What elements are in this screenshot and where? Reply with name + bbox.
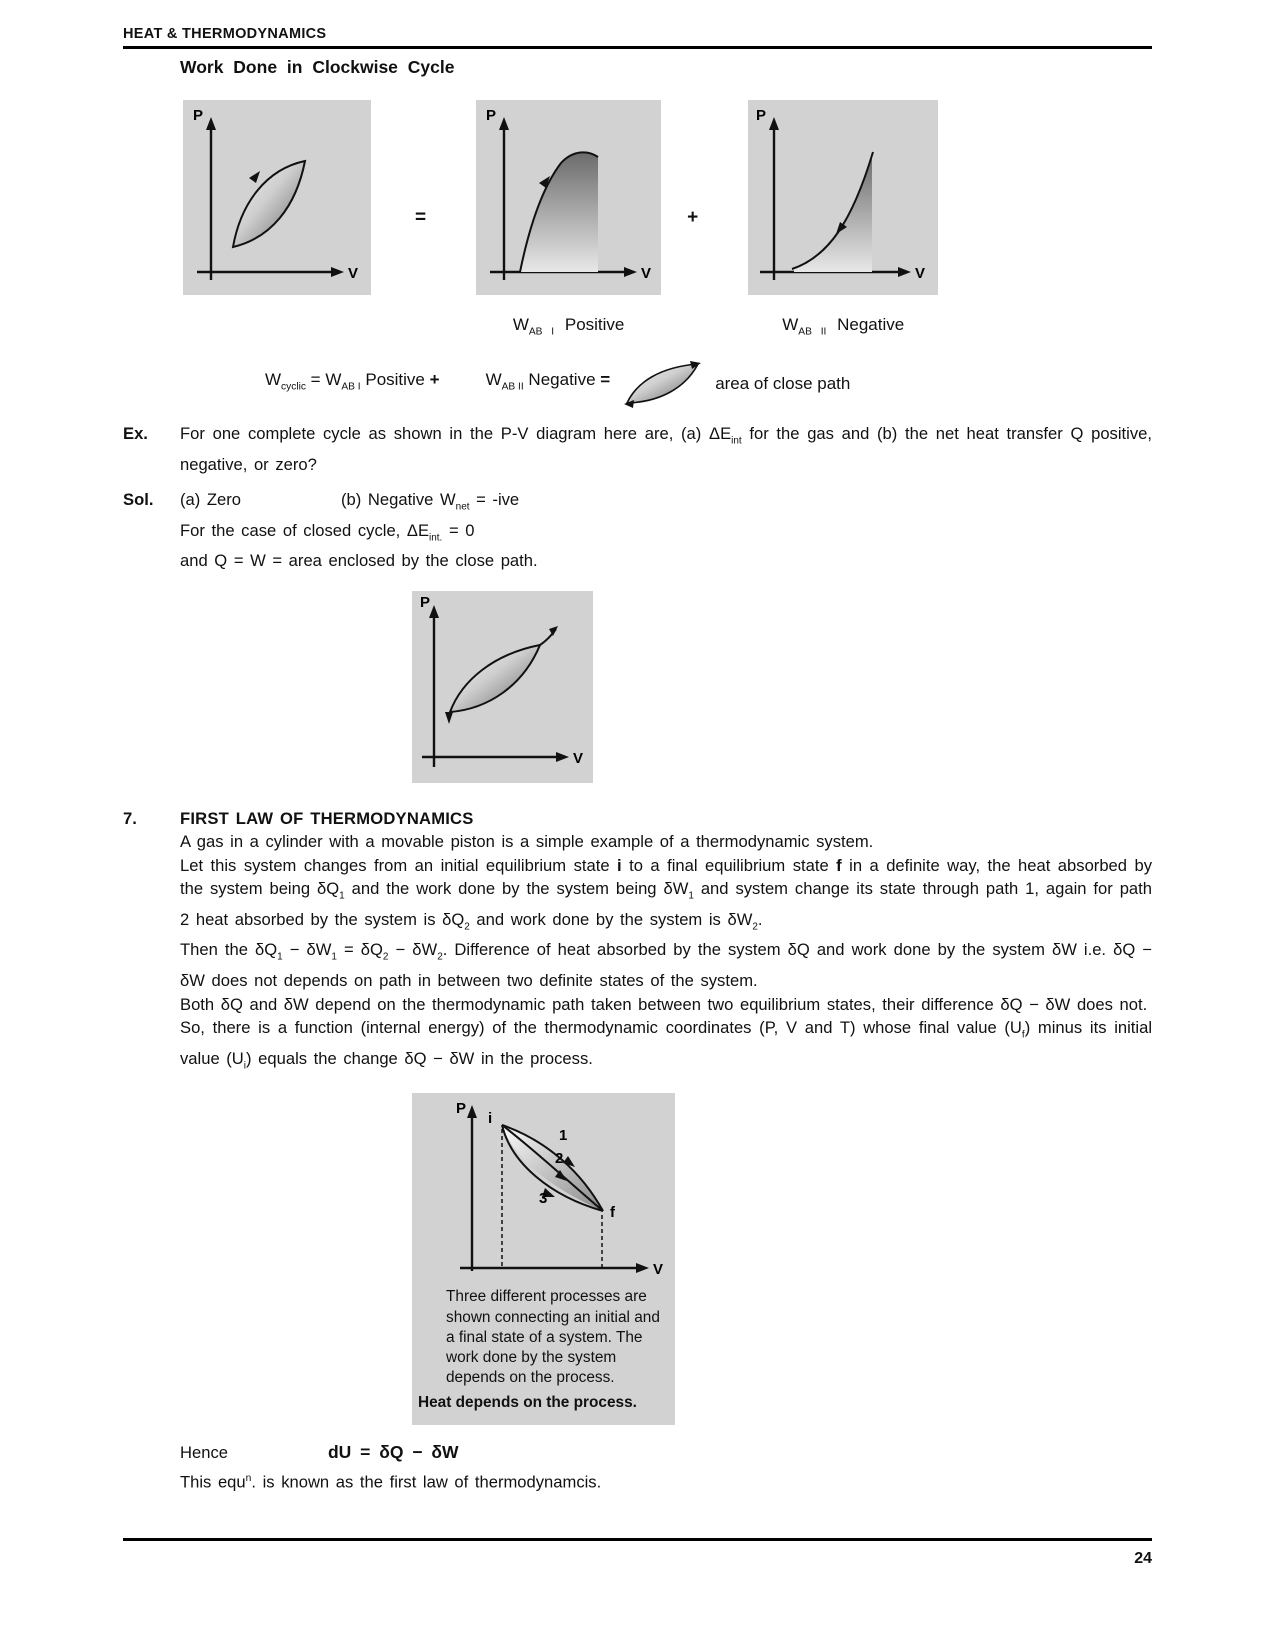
- figure-caption: Three different processes are shown connecting an initial and a final state of a system. The work done by the system depends on the process.: [446, 1288, 660, 1387]
- closing-line: This equ$^n$. is known as the first law of thermodynamcis.: [180, 1472, 602, 1492]
- section-7-heading-row: [123, 807, 1152, 830]
- solution-text: [180, 488, 1152, 573]
- work-ab2-label: $W_{AB II}$ Negative: [782, 315, 905, 338]
- pv-diagram-negative-work-svg: [748, 100, 938, 295]
- paragraph-2: Let this system changes from an initial equilibrium state i to a final equilibrium state f in a definite way, the heat absorbed by the system being $\delta Q_1$ and the work done by the system being $\delta W_1$ and system change its state through path 1, again for path 2 heat absorbed by the system is $\delta Q_2$ and work done by the system is $\delta W_2$.: [180, 855, 1152, 933]
- solution-line-1: [180, 488, 1152, 519]
- p-axis-label: P: [456, 1100, 467, 1118]
- plus-sign: +: [687, 207, 699, 228]
- footer-rule: [123, 1538, 1152, 1541]
- equation-rhs: area of close path: [715, 374, 851, 394]
- cycle-decomposition-figure: [123, 100, 1152, 344]
- work-ab1-label: $W_{AB I}$ Positive: [512, 315, 625, 338]
- topic-heading: Work Done in Clockwise Cycle: [180, 57, 455, 77]
- closed-cycle-loop: [627, 364, 698, 403]
- page-number: 24: [1134, 1550, 1152, 1567]
- solution-label: Sol.: [123, 489, 154, 509]
- equals-sign: =: [415, 207, 427, 228]
- p-axis-label: P: [193, 107, 204, 124]
- paragraph-1: A gas in a cylinder with a movable piston is a simple example of a thermodynamic system.: [180, 832, 874, 852]
- p-axis-label: P: [420, 593, 431, 611]
- paragraph-3: Then the $\delta Q_1 - \delta W_1 = \delta Q_2 - \delta W_2$. Difference of heat absorbed by the system δQ and work done by the system δW i.e. δQ − δW does not depends on path in between two definite states of the system.: [180, 940, 1152, 991]
- paragraph-5: So, there is a function (internal energy) of the thermodynamic coordinates (P, V and T) whose final value $(U_f)$ minus its initial value $(U_i)$ equals the change δQ − δW in the process.: [180, 1017, 1153, 1071]
- solution-part-b: (b) Negative $W_{net} = -ive$: [341, 489, 520, 513]
- pv-diagram-closed-cycle-svg: [412, 591, 593, 783]
- pv-diagram-cycle-svg: [183, 100, 371, 295]
- v-axis-label: V: [641, 265, 652, 282]
- v-axis-label: V: [915, 265, 926, 282]
- state-f-label: f: [610, 1204, 615, 1222]
- first-law-equation: dU = δQ − δW: [327, 1441, 459, 1462]
- path-2-label: 2: [555, 1150, 564, 1168]
- chapter-title: HEAT & THERMODYNAMICS: [123, 26, 327, 42]
- section-heading: FIRST LAW OF THERMODYNAMICS: [180, 808, 474, 828]
- three-processes-svg: [412, 1093, 675, 1285]
- v-axis-label: V: [348, 265, 359, 282]
- pv-diagram-negative-work: [748, 100, 938, 344]
- example-label: Ex.: [123, 423, 148, 443]
- page-footer: [123, 1538, 1152, 1568]
- paragraph-4: Both δQ and δW depend on the thermodynamic path taken between two equilibrium states, their difference δQ − δW does not.: [180, 994, 1148, 1014]
- pv-diagram-positive-work: [476, 100, 661, 344]
- figure-background: [412, 1093, 675, 1285]
- p-axis-label: P: [486, 107, 497, 124]
- page-header: [123, 0, 1152, 49]
- first-law-equation-row: [180, 1441, 1152, 1464]
- page-content: [123, 100, 1152, 1494]
- solution-line-3: and Q = W = area enclosed by the close path.: [180, 551, 538, 571]
- pv-diagram-closed-cycle-figure: [412, 591, 1152, 783]
- equation-lhs: $W_{cyclic} = W_{AB I}$ Positive +: [265, 370, 440, 393]
- v-axis-label: V: [573, 749, 584, 767]
- state-i-label: i: [488, 1110, 493, 1128]
- pv-diagram-cycle: [183, 100, 371, 295]
- v-axis-label: V: [653, 1261, 664, 1279]
- pv-diagram-positive-work-svg: [476, 100, 661, 295]
- cyclic-work-equation: [265, 358, 1152, 410]
- section-number: 7.: [123, 808, 137, 828]
- equation-mid: $W_{AB II}$ Negative =: [485, 370, 611, 393]
- example-block: [123, 422, 1152, 476]
- figure-caption-bold: Heat depends on the process.: [418, 1394, 637, 1412]
- solution-line-2: For the case of closed cycle, $\Delta E_{int.} = 0$: [180, 520, 475, 543]
- path-1-label: 1: [559, 1127, 568, 1145]
- three-processes-figure: [412, 1093, 675, 1424]
- solution-part-a: (a) Zero: [180, 489, 242, 509]
- hence-label: Hence: [180, 1442, 228, 1462]
- path-3-label: 3: [539, 1190, 548, 1208]
- solution-block: [123, 488, 1152, 573]
- p-axis-label: P: [756, 107, 767, 124]
- example-question: For one complete cycle as shown in the P-V diagram here are, (a) $\Delta E_{int}$ for the gas and (b) the net heat transfer Q positive, negative, or zero?: [180, 423, 1152, 474]
- closed-path-leaf-icon: [620, 358, 705, 410]
